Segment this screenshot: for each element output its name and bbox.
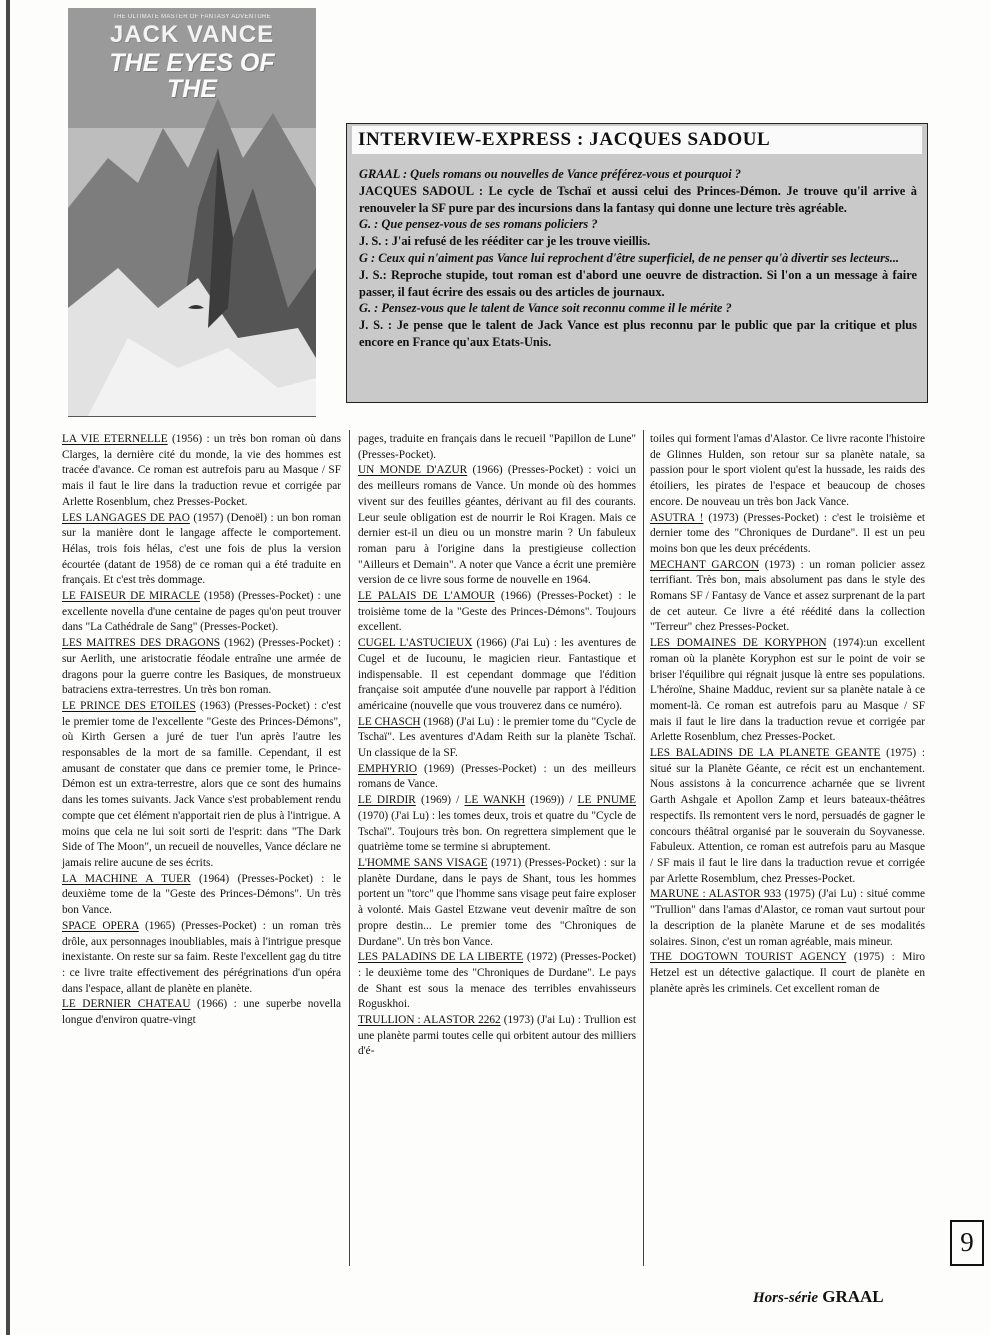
interview-text: : Que pensez-vous de ses romans policiers ? [371, 217, 598, 232]
article-column-2 [358, 432, 636, 1060]
book-description: (1966) : une superbe novella longue d'environ quatre-vingt [62, 998, 341, 1027]
book-entry [62, 699, 341, 872]
book-description: (1975) : situé sur la Planète Géante, ce récit est un enchantement. Nous assistons à la concurrence acharnée que se livrent Garth Ashgale et Apollon Zamp et leurs bateaux-théâtres respectifs. Ils remontent vers le nord, persuadés de gagner le concours théâtral organisé par le souverain du Soyvanesse. Fabuleux. Attention, ce roman est autrefois paru au Masque / SF mais il faut le lire dans la traduction revue et corrigée par Arlette Rosemblum, chez Presses-Pocket. [650, 747, 925, 885]
book-title: LES PALADINS DE LA LIBERTE [358, 951, 524, 964]
book-entry [358, 1013, 636, 1060]
book-entry [358, 463, 636, 589]
book-title: ASUTRA ! [650, 511, 704, 524]
cover-title: THE EYES OF THE [109, 49, 275, 103]
book-description: (1965) (Presses-Pocket) : un roman très drôle, aux personnages inoubliables, mais à l'intrigue presque inexistante. On reste sur sa faim. Reste l'excellent gag du titre : ce livre traite effectivement des pérégrinations d'un opéra dans l'espace, allant de planète en planète. [62, 919, 342, 995]
book-title: LES MAITRES DES DRAGONS [62, 637, 221, 650]
book-description: (1972) (Presses-Pocket) : le deuxième tome des "Chroniques de Durdane". Le pays de Shant est sous la menace des terribles envahisseurs Roguskhoi. [358, 951, 636, 1011]
interview-heading: INTERVIEW-EXPRESS : JACQUES SADOUL [352, 126, 922, 154]
interview-text: : Le cycle de Tschaï et aussi celui des Princes-Démon. Je trouve qu'il arrive à renouveler la SF pure par des incursions dans la fantasy qui donne une lecture très agréable. [359, 183, 917, 215]
article-column-3 [650, 432, 925, 997]
interview-speaker: J. S. [359, 234, 382, 249]
interview-answer [359, 317, 917, 351]
book-entry [358, 856, 636, 950]
book-description: (1966) (J'ai Lu) : les aventures de Cugel et de Iucounu, le magicien rieur. Fantastique et indispensable. Il est cependant dommage que l'édition française soit amputée d'une nouvelle par rapport à l'édition américaine (nouvelle que vous trouverez dans ce numéro). [358, 637, 636, 712]
book-description: (1973) : un roman policier assez terrifiant. Très bon, mais absolument pas dans le style des Romans SF / Fantasy de Vance et assez surprenant de la part de cet auteur. Ce livre a été réédité dans la collection "Terreur" chez Presses-Pocket. [650, 558, 925, 634]
interview-speaker: G. [359, 217, 372, 232]
interview-text: : Pensez-vous que le talent de Vance soit reconnu comme il le mérite ? [371, 301, 732, 316]
book-entry [358, 793, 636, 856]
article-column-1 [62, 432, 341, 1029]
book-description: (1969) (Presses-Pocket) : un des meilleurs romans de Vance. [358, 762, 636, 791]
interview-text: : Reproche stupide, tout roman est d'abord une oeuvre de distraction. Si l'on a un message à faire passer, il faut écrire des essais ou des articles de journaux. [359, 267, 917, 299]
book-description: (1971) (Presses-Pocket) : sur la planète Durdane, dans le pays de Shant, tous les hommes portent un "torc" que l'homme sans visage peut faire exploser à volonté. Mais Gastel Etzwane veut devenir maître de son propre destin... Le premier tome des "Chroniques de Durdane". Un très bon Vance. [358, 856, 636, 948]
book-entry [650, 636, 925, 746]
footer-name: GRAAL [822, 1287, 884, 1306]
book-title: LE PRINCE DES ETOILES [62, 699, 196, 712]
magazine-footer [753, 1287, 884, 1307]
column-divider [349, 430, 350, 1266]
book-title: LE DIRDIR [358, 794, 416, 807]
book-entry [650, 887, 925, 950]
book-title: CUGEL L'ASTUCIEUX [358, 637, 473, 650]
book-entry [650, 558, 925, 637]
book-entry [358, 636, 636, 715]
interview-speaker: J. S. [359, 318, 384, 333]
book-entry [358, 589, 636, 636]
book-entry [358, 715, 636, 762]
interview-question [359, 216, 917, 233]
book-entry [62, 511, 341, 590]
book-title: MECHANT GARCON [650, 558, 760, 571]
book-title: LA VIE ETERNELLE [62, 433, 168, 445]
column-divider [643, 430, 644, 1266]
book-title: EMPHYRIO [358, 762, 417, 775]
book-title: LES LANGAGES DE PAO [62, 511, 190, 524]
book-description: (1974):un excellent roman où la planète Koryphon est sur le point de voir se briser l'équilibre qui régnait jusque là entre ses populations. L'héroïne, Shaine Madduc, revient sur sa planète natale à ce moment-là. Ce roman est autrefois paru au Masque / SF mais il faut le lire dans la traduction revue et corrigée par Arlette Rosenblum, chez Presses-Pocket. [650, 637, 925, 744]
book-title: LE PALAIS DE L'AMOUR [358, 590, 495, 603]
book-entry [62, 872, 341, 919]
book-description: (1970) (J'ai Lu) : les tomes deux, trois et quatre du "Cycle de Tschaï". Toujours très bon. On regrettera simplement que le quatrième tome se termine si abruptement. [358, 809, 636, 854]
book-entry [62, 997, 341, 1028]
book-title: UN MONDE D'AZUR [358, 464, 468, 477]
interview-text: : Quels romans ou nouvelles de Vance préférez-vous et pourquoi ? [399, 167, 741, 181]
cover-author: JACK VANCE [109, 21, 275, 48]
footer-prefix: Hors-série [753, 1290, 818, 1306]
book-entry [62, 589, 341, 636]
book-title: L'HOMME SANS VISAGE [358, 856, 488, 869]
interview-speaker: J. S. [359, 267, 383, 282]
page-number: 9 [950, 1220, 984, 1266]
interview-question [359, 250, 917, 267]
book-title: LE WANKH [464, 794, 526, 807]
interview-question [359, 166, 917, 183]
book-description: (1962) (Presses-Pocket) : sur Aerlith, une aristocratie féodale entraîne une armée de dragons pour la guerre contre les Basiques, de monstrueux batraciens extra-terrestres. Un très bon roman. [62, 637, 341, 697]
interview-answer [359, 183, 917, 217]
book-description: toiles qui forment l'amas d'Alastor. Ce livre raconte l'histoire de Glinnes Hulden, son retour sur sa planète natale, sa passion pour le sport violent qu'est la hussade, les raids des étoiliers, les pirates de l'espace et beaucoup de choses encore. De nouveau un très bon Jack Vance. [650, 433, 925, 508]
book-entry [650, 511, 925, 558]
book-description: (1968) (J'ai Lu) : le premier tome du "Cycle de Tschaï". Les aventures d'Adam Reith sur la planète Tschaï. Un classique de la SF. [358, 715, 636, 760]
interview-text: : J'ai refusé de les rééditer car je les trouve vieillis. [381, 234, 651, 249]
book-entry [650, 746, 925, 887]
book-entry [358, 432, 636, 463]
book-title: LE CHASCH [358, 715, 421, 728]
interview-speaker: G [359, 250, 368, 265]
book-description: (1975) (J'ai Lu) : situé comme "Trullion" dans l'amas d'Alastor, ce roman vaut surtout pour la description de la planète Marune et de ses modalités solaires. Sinon, c'est un roman agréable, mais mineur. [650, 888, 926, 948]
book-description: (1966) (Presses-Pocket) : voici un des meilleurs romans de Vance. Un monde où des hommes vivent sur des feuilles géantes, dérivant au fil des courants. Leur seule obligation est de nourrir le Roi Kragen. Mais ce dernier est-il un dieu ou un monstre marin ? Un fabuleux roman paru à l'origine dans la prestigieuse collection "Ailleurs et Demain". A noter que Vance a écrit une première version de ce livre sous forme de nouvelle en 1964. [358, 464, 636, 587]
interview-body [359, 166, 917, 351]
book-description: pages, traduite en français dans le recueil "Papillon de Lune" (Presses-Pocket). [358, 433, 636, 461]
book-description: (1973) (J'ai Lu) : Trullion est une planète parmi toutes celle qui orbitent autour des milliers d'é- [358, 1014, 636, 1058]
book-title: THE DOGTOWN TOURIST AGENCY [650, 951, 847, 964]
book-description: (1969) / [415, 794, 465, 807]
book-description: (1966) (Presses-Pocket) : le troisième tome de la "Geste des Princes-Démons". Toujours excellent. [358, 590, 636, 634]
book-title: SPACE OPERA [62, 919, 139, 932]
book-entry [62, 919, 341, 998]
book-title: LE PNUME [577, 794, 637, 807]
interview-text: : Je pense que le talent de Jack Vance est plus reconnu par le public que par la critique et plus encore en France qu'aux Etats-Unis. [359, 318, 917, 349]
book-title: LE DERNIER CHATEAU [62, 998, 191, 1011]
book-description: (1973) (Presses-Pocket) : c'est le troisième et dernier tome des "Chroniques de Durdane". Il est un peu moins bon que les deux précédents. [650, 511, 926, 555]
book-description: (1958) (Presses-Pocket) : une excellente novella d'une centaine de pages qu'on peut trouver dans "La Cathédrale de Sang" (Presses-Pocket). [62, 590, 341, 634]
cover-blurb: THE ULTIMATE MASTER OF FANTASY ADVENTURE [113, 14, 271, 20]
interview-box [346, 123, 928, 403]
book-entry [650, 950, 925, 997]
book-description: (1964) (Presses-Pocket) : le deuxième tome de la "Geste des Princes-Démons". Un très bon Vance. [62, 872, 341, 917]
book-title: LA MACHINE A TUER [62, 872, 191, 885]
interview-speaker: G. [359, 301, 372, 316]
book-entry [650, 432, 925, 511]
book-title: LE FAISEUR DE MIRACLE [62, 590, 201, 603]
interview-question [359, 300, 917, 317]
book-entry [62, 636, 341, 699]
book-title: MARUNE : ALASTOR 933 [650, 888, 782, 901]
book-entry [358, 762, 636, 793]
book-description: (1957) (Denoël) : un bon roman sur la manière dont le langage affecte le comportement. Hélas, trois fois hélas, c'est une fois de plus la version écourtée (datant de 1958) de ce roman qui a été traduite en français. Et c'est très dommage. [62, 511, 341, 587]
book-description: (1956) : un très bon roman où dans Clarges, la dernière cité du monde, la vie des hommes est tracée d'avance. Ce roman est autrefois paru au Masque / SF mais il faut le lire dans la traduction revue et corrigée par Arlette Rosenblum, chez Presses-Pocket. [62, 433, 341, 508]
page-binding-edge [6, 0, 10, 1335]
book-title: LES BALADINS DE LA PLANETE GEANTE [650, 747, 881, 760]
book-entry [62, 432, 341, 511]
book-title: TRULLION : ALASTOR 2262 [358, 1014, 501, 1027]
book-description: (1975) : Miro Hetzel est un détective galactique. Il court de planète en planète après les criminels. Cet excellent roman de [650, 951, 925, 995]
book-entry [358, 950, 636, 1013]
book-cover-image [68, 8, 316, 417]
interview-answer [359, 233, 917, 250]
book-title: LES DOMAINES DE KORYPHON [650, 637, 827, 650]
interview-text: : Ceux qui n'aiment pas Vance lui reprochent d'être superficiel, de ne penser qu'à divertir ses lecteurs... [367, 250, 900, 265]
interview-speaker: JACQUES SADOUL [359, 183, 474, 198]
book-description: (1969)) / [525, 794, 578, 807]
interview-speaker: GRAAL [359, 167, 400, 181]
interview-answer [359, 267, 917, 301]
book-description: (1963) (Presses-Pocket) : c'est le premier tome de l'excellente "Geste des Princes-Démons", où Kirth Gersen a juré de tuer l'un après l'autre les responsables de la mort de sa famille. Cependant, il est amusant de constater que dans ce premier tome, le Prince-Démon est un extra-terrestre, alors que ce sont des humains dans les tomes suivants. Jack Vance s'est probablement rendu compte que cet élément n'apportait rien de plus à l'intrigue. A moins que cela ne lui soit sorti de l'esprit: dans "The Dark Side of The Moon", un recueil de nouvelles, Vance déclare ne jamais relire aucune de ses écrits. [62, 699, 341, 869]
